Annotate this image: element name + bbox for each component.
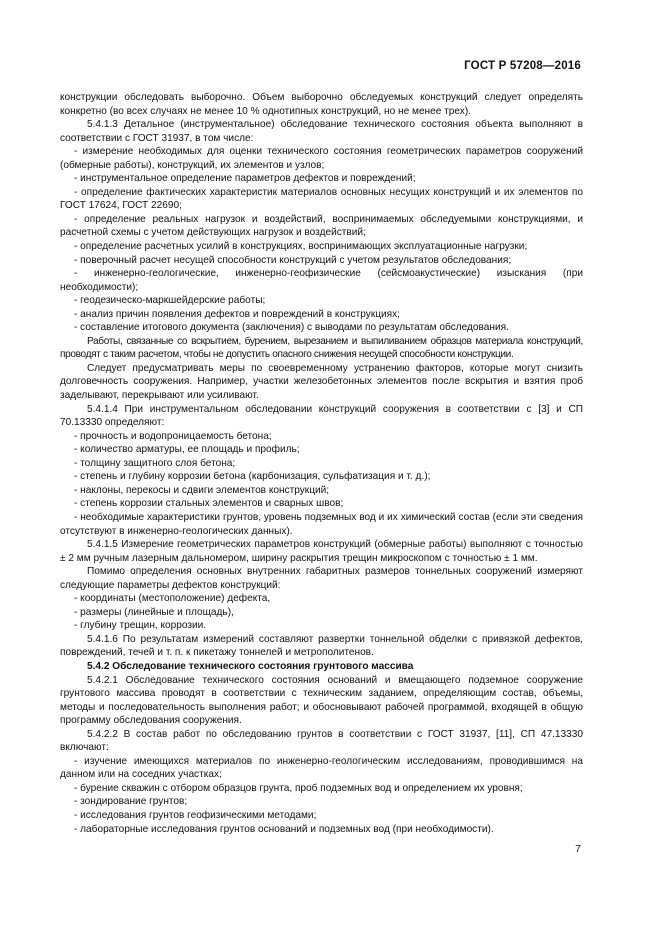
clause-5-4-1-6: 5.4.1.6 По результатам измерений составляют развертки тоннельной обделки с привязкой дефектов, повреждений, течей и т. п. к пикетажу тоннелей и метрополитенов.	[60, 633, 583, 659]
list-item: - анализ причин появления дефектов и повреждений в конструкциях;	[74, 308, 400, 320]
list-item: - поверочный расчет несущей способности конструкций с учетом результатов обследования;	[74, 254, 512, 266]
list-item: - определение фактических характеристик материалов основных несущих конструкций и их элементов по ГОСТ 17624, ГОСТ 22690;	[60, 186, 583, 212]
clause-5-4-2-1: 5.4.2.1 Обследование технического состояния оснований и вмещающего подземное сооружение грунтового массива проводят в соответствии с техническим заданием, определяющим состав, объемы, методы и последовательность выполнения работ; и обосновывают рабочей программой, входящей в общую программу обследования сооружения.	[60, 674, 583, 727]
paragraph-durability: Следует предусматривать меры по своевременному устранению факторов, которые могут снизить долговечность сооружения. Например, участки железобетонных элементов после вскрытия и взятия проб заделывают, перекрывают или усиливают.	[60, 362, 583, 402]
list-item: - зондирование грунтов;	[74, 796, 188, 808]
list-item: - составление итогового документа (заключения) с выводами по результатам обследования.	[74, 322, 509, 334]
list-item: - инженерно-геологические, инженерно-геофизические (сейсмоакустические) изыскания (при необходимости);	[60, 268, 583, 293]
page-number: 7	[575, 843, 581, 855]
clause-5-4-1-3: 5.4.1.3 Детальное (инструментальное) обследование технического состояния объекта выполняют в соответствии с ГОСТ 31937, в том числе:	[60, 119, 583, 144]
list-item: - степень и глубину коррозии бетона (карбонизация, сульфатизация и т. д.);	[74, 471, 431, 483]
list-item: - координаты (местоположение) дефекта,	[74, 593, 271, 605]
paragraph-works-note: Работы, связанные со вскрытием, бурением, вырезанием и выпиливанием образцов материала конструкций, проводят с таким расчетом, чтобы не допустить опасного снижения несущей способности конструкции.	[60, 335, 583, 361]
list-item: - глубину трещин, коррозии.	[74, 620, 207, 632]
list-item: - геодезическо-маркшейдерские работы;	[74, 295, 266, 307]
list-item: - необходимые характеристики грунтов, уровень подземных вод и их химический состав (если эти сведения отсутствуют в инженерно-геологических данных).	[60, 511, 583, 537]
list-item: - бурение скважин с отбором образцов грунта, проб подземных вод и определением их уровня;	[74, 782, 523, 794]
clause-5-4-2-2: 5.4.2.2 В состав работ по обследованию грунтов в соответствии с ГОСТ 31937, [11], СП 47.13330 включают:	[60, 728, 583, 754]
paragraph-continuation: конструкции обследовать выборочно. Объем выборочно обследуемых конструкций следует определять конкретно (во всех случаях не менее 10 % однотипных конструкций, но не менее трех).	[60, 92, 583, 117]
section-heading-5-4-2: 5.4.2 Обследование технического состояния грунтового массива	[87, 660, 414, 672]
list-item: - определение расчетных усилий в конструкциях, воспринимающих эксплуатационные нагрузки;	[74, 241, 528, 253]
paragraph-defect-params: Помимо определения основных внутренних габаритных размеров тоннельных сооружений измеряют следующие параметры дефектов конструкций:	[60, 566, 583, 591]
clause-5-4-1-5: 5.4.1.5 Измерение геометрических параметров конструкций (обмерные работы) выполняют с точностью ± 2 мм ручным лазерным дальномером, ширину раскрытия трещин микроскопом с точностью ± 1 мм.	[60, 539, 583, 564]
list-item: - степень коррозии стальных элементов и сварных швов;	[74, 498, 344, 510]
list-item: - количество арматуры, ее площадь и профиль;	[74, 444, 300, 456]
list-item: - размеры (линейные и площадь),	[74, 606, 234, 618]
clause-5-4-1-4: 5.4.1.4 При инструментальном обследовании конструкций сооружения в соответствии с [3] и СП 70.13330 определяют:	[60, 403, 583, 429]
list-item: - толщину защитного слоя бетона;	[74, 457, 236, 469]
standard-code-header: ГОСТ Р 57208—2016	[464, 60, 581, 72]
document-body	[60, 91, 583, 836]
list-item: - исследования грунтов геофизическими методами;	[74, 809, 317, 821]
list-item: - прочность и водопроницаемость бетона;	[74, 430, 272, 442]
list-item: - лабораторные исследования грунтов оснований и подземных вод (при необходимости).	[74, 823, 494, 835]
list-item: - определение реальных нагрузок и воздействий, воспринимаемых обследуемыми конструкциями, и расчетной схемы с учетом действующих нагрузок и воздействий;	[60, 213, 583, 239]
list-item: - инструментальное определение параметров дефектов и повреждений;	[74, 173, 416, 185]
list-item: - измерение необходимых для оценки технического состояния геометрических параметров сооружений (обмерные работы), конструкций, их элементов и узлов;	[60, 146, 583, 171]
list-item: - изучение имеющихся материалов по инженерно-геологическим исследованиям, проводившимся на данном или на соседних участках;	[60, 755, 583, 781]
list-item: - наклоны, перекосы и сдвиги элементов конструкций;	[74, 484, 330, 496]
